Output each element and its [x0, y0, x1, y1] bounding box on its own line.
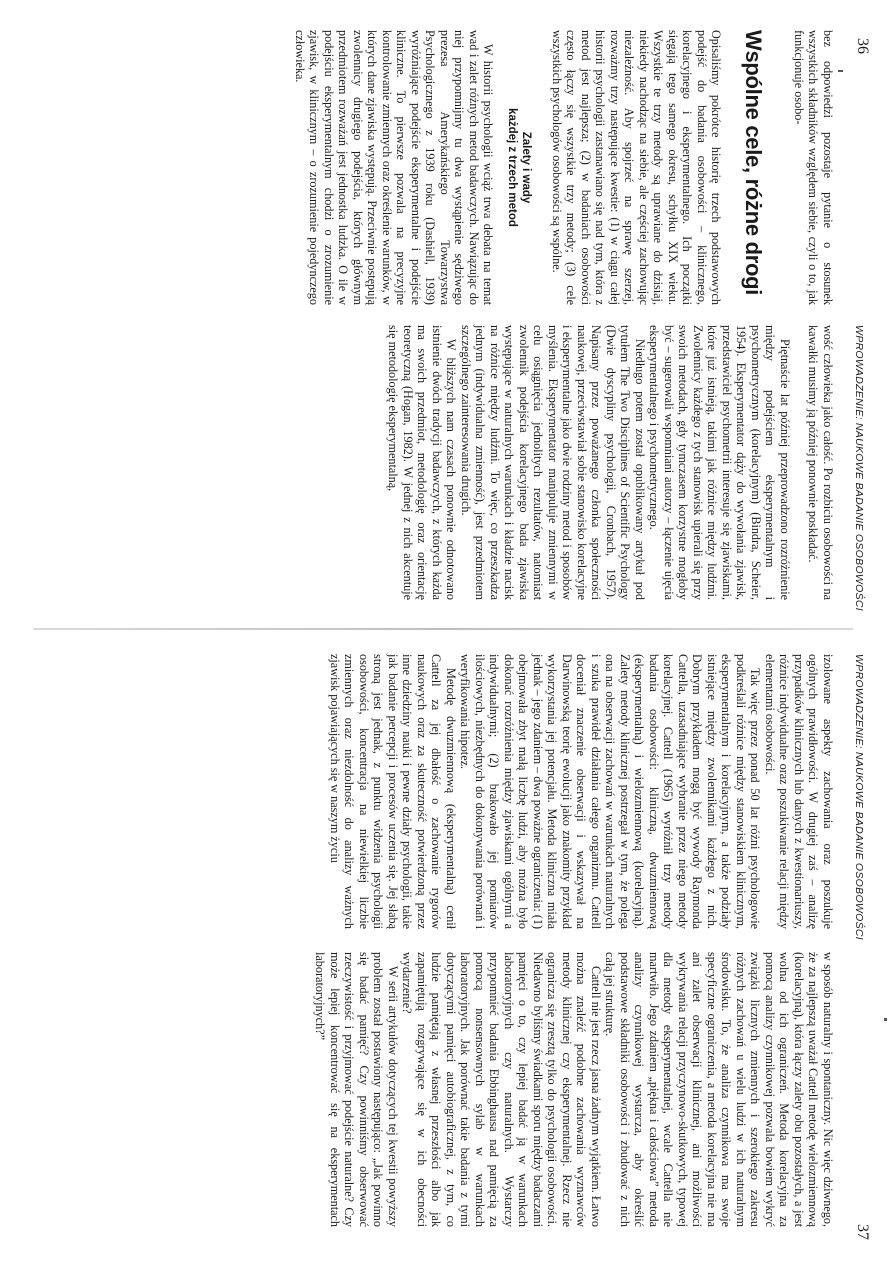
paragraph: izolowane aspekty zachowania oraz poszukuje ogólnych prawidłowości. W drugiej zaś – analizę przypadków klinicznych lub danych z kwestionariuszy, różnice indywidualne oraz poszukiwanie relacji między elementami osobowości.: [763, 654, 835, 929]
right-page-column-1: [328, 654, 836, 929]
paragraph: W historii psychologii wciąż trwa debata na temat wad i zalet różnych metod badawczych. Nawiązując do niej przypomnijmy tu dwa wystąpienie sędziwego prezesa Amerykańskiego Towarzystwa Psychologicznego z 1939 roku (Dashiell, 1939) wyróżniające podejście eksperymentalne i podejście kliniczne. To pierwsze pozwala na precyzyjne kontrolowanie zmiennych oraz określenie warunków, w których dane zjawiska występują. Przeciwnie postępują zwolennicy drugiego podejścia, których głównym przedmiotem rozważań jest jednostka ludzka. O ile w podejściu eksperymentalnym chodzi o zrozumienie zjawisk, w klinicznym – o zrozumienie pojedynczego człowieka.: [293, 30, 496, 305]
page-number: 37: [854, 1224, 871, 1240]
right-page-column-2: [313, 952, 835, 1227]
subheading-line: Zalety i wady: [520, 131, 533, 204]
running-head: WPROWADZENIE: NAUKOWE BADANIE OSOBOWOŚCI: [853, 654, 865, 940]
scan-artifact: [884, 1018, 887, 1021]
paragraph: bez odpowiedzi pozostaje pytanie o stosunek wszystkich składników względem siebie, czyli o to, jak funkcjonuje osobo-: [792, 30, 835, 305]
running-head: WPROWADZENIE: NAUKOWE BADANIE OSOBOWOŚCI: [853, 325, 865, 611]
paragraph: wość człowieka jako całość. Po rozbiciu osobowości na kawałki musimy ją później ponownie poskładać.: [806, 325, 835, 600]
book-gutter: [33, 628, 853, 630]
paragraph: Niedługo potem został opublikowany artykuł pod tytułem The Two Disciplines of Scientific Psychology (Dwie dyscypliny psychologii, Cronbach, 1957). Napisany przez poważanego członka społeczności naukowej, przeciwstawiał sobie stanowisko korelacyjne i eksperymentalne jako dwie rodziny metod i sposobów myślenia. Eksperymentator manipuluje zmiennymi w celu osiągnięcia jednolitych rezultatów, natomiast zwolennik podejścia korelacyjnego bada zjawiska występujące w naturalnych warunkach i kładzie nacisk na różnice między ludźmi. To więc, co przeszkadza jednym (indywidualna zmienność), jest przedmiotem szczególnego zainteresowania drugich.: [459, 325, 647, 600]
left-page-column-2: [386, 325, 835, 600]
scan-artifact: [838, 70, 843, 72]
paragraph: W serii artykułów dotyczących tej kwestii powyższy problem został postawiony następująco: „Jak powinno się badać pamięć? Czy powinniśmy obserwować rzeczywistość i przyjmować podejście naturalne? Czy może lepiej koncentrować się na eksperymentach laboratoryjnych?”: [313, 952, 400, 1227]
paragraph: Tak więc przez ponad 50 lat różni psychologowie podkreślali różnice między stanowiskiem klinicznym, eksperymentalnym i korelacyjnym, a także podziały istniejące między zwolennikami każdego z nich. Dobrym przykładem mogą być wywody Raymonda Cattella, uzasadniające wybranie przez niego metody korelacyjnej. Cattell (1965) wyróżnił trzy metody badania osobowości: kliniczną, dwuzmiennową (eksperymentalną) i wielozmiennową (korelacyjną). Zalety metody klinicznej postrzegał w tym, że polega ona na obserwacji zachowań w warunkach naturalnych i szuka prawideł działania całego organizmu. Cattell doceniał znaczenie obserwacji i wskazywał na Darwinowską teorię ewolucji jako znakomity przykład wykorzystania jej potencjału. Metoda kliniczna miała jednak – jego zdaniem – dwa poważne ograniczenia: (1) obejmowała zbyt małą liczbę ludzi, aby można było dokonać rozróżnienia między zjawiskami ogólnymi a indywidualnymi; (2) brakowało jej pomiarów ilościowych, niezbędnych do dokonywania porównań i weryfikowania hipotez.: [458, 654, 763, 929]
left-page: [0, 0, 893, 631]
paragraph: W bliższych nam czasach ponownie odnotowano istnienie dwóch tradycji badawczych, z których każda ma swoich przedmiot, metodologię oraz orientację teoretyczną (Hogan, 1982). W jednej z nich akcentuje się metodologię eksperymentalną,: [386, 325, 459, 600]
right-page: [0, 632, 893, 1263]
subheading-line: każdej z trzech metod: [506, 108, 519, 227]
chapter-heading: Wspólne cele, różne drogi: [741, 30, 767, 296]
section-subheading: [506, 30, 534, 305]
paragraph: w sposób naturalny i spontaniczny. Nic więc dziwnego, że za najlepszą uważał Cattell metodę wielozmiennową (korelacyjną), która łączy zalety obu pozostałych, a jest wolna od ich ograniczeń. Metoda korelacyjna za pomocą analizy czynnikowej pozwala bowiem wykryć związki licznych zmiennych i szerokiego zakresu różnych zachowań u wielu ludzi w ich naturalnym środowisku. To, że analiza czynnikowa ma swoje specyficzne ograniczenia, a metoda korelacyjna nie ma ani zalet obserwacji klinicznej, ani możliwości wykrywania relacji przyczynowo-skutkowych, typowej dla metody eksperymentalnej, wcale Cattella nie martwiło. Jego zdaniem „piękna i całościowa” metoda analizy czynnikowej wystarcza, aby określić podstawowe składniki osobowości i zbudować z nich całą jej strukturę.: [603, 952, 835, 1227]
paragraph: Piętnaście lat później przeprowadzono rozróżnienie między podejściem eksperymentalnym i psychometrycznym (korelacyjnym) (Bindra, Scheier, 1954). Eksperymentator dąży do wywołania zjawisk, przedstawiciel psychometrii interesuje się zjawiskami, które już istnieją, takimi jak różnice między ludźmi. Zwolennicy każdego z tych stanowisk upierali się przy swoich metodach, gdy tymczasem korzystne mogłoby być – sugerowali wspomniani autorzy – łączenie ujęcia eksperymentalnego i psychometrycznego.: [647, 325, 792, 600]
paragraph: Cattell nie jest rzecz jasna żadnym wyjątkiem. Łatwo można znaleźć podobne zachowania wyznawców metody klinicznej czy eksperymentalnej. Rzecz nie ogranicza się zresztą tylko do psychologii osobowości. Niedawno byliśmy świadkami sporu między badaczami pamięci o to, czy lepiej badać ją w warunkach laboratoryjnych czy naturalnych. Wystarczy przypomnieć badania Ebbinghausa nad pamięcią za pomocą nonsensownych sylab w warunkach laboratoryjnych. Jak porównać takie badania z tymi dotyczącymi pamięci autobiograficznej, z tym, co ludzie pamiętają z własnej przeszłości albo jak zapamiętują rozgrywające się w ich obecności wydarzenie?: [400, 952, 603, 1227]
left-page-column-1: [293, 30, 836, 305]
paragraph: Opisaliśmy pokrótce historię trzech podstawowych podejść do badania osobowości – klinicznego, korelacyjnego i eksperymentalnego. Ich początki sięgają tego samego okresu, schyłku XIX wieku. Wszystkie te trzy metody są uprawiane do dzisiaj, niekiedy nachodząc na siebie, ale częściej zachowując niezależność. Aby spojrzeć na sprawę szerzej, rozważmy trzy następujące kwestie: (1) w ciągu całej historii psychologii zastanawiano się nad tym, która z metod jest najlepsza; (2) w badaniach osobowości często łączy się wszystkie trzy metody; (3) cele wszystkich psychologów osobowości są wspólne.: [550, 30, 724, 305]
paragraph: Metodę dwuzmiennową (eksperymentalną) cenił Cattell za jej dbałość o zachowanie rygorów naukowych oraz za skuteczność potwierdzoną przez inne dziedziny nauki i pewne działy psychologii, takie jak badanie percepcji i procesów uczenia się. Jej słabą stroną jest jednak, z punktu widzenia psychologii osobowości, koncentracja na niewielkiej liczbie zmiennych oraz niezdolność do analizy ważnych zjawisk pojawiających się w naszym życiu: [328, 654, 458, 929]
page-number: 36: [854, 38, 871, 54]
